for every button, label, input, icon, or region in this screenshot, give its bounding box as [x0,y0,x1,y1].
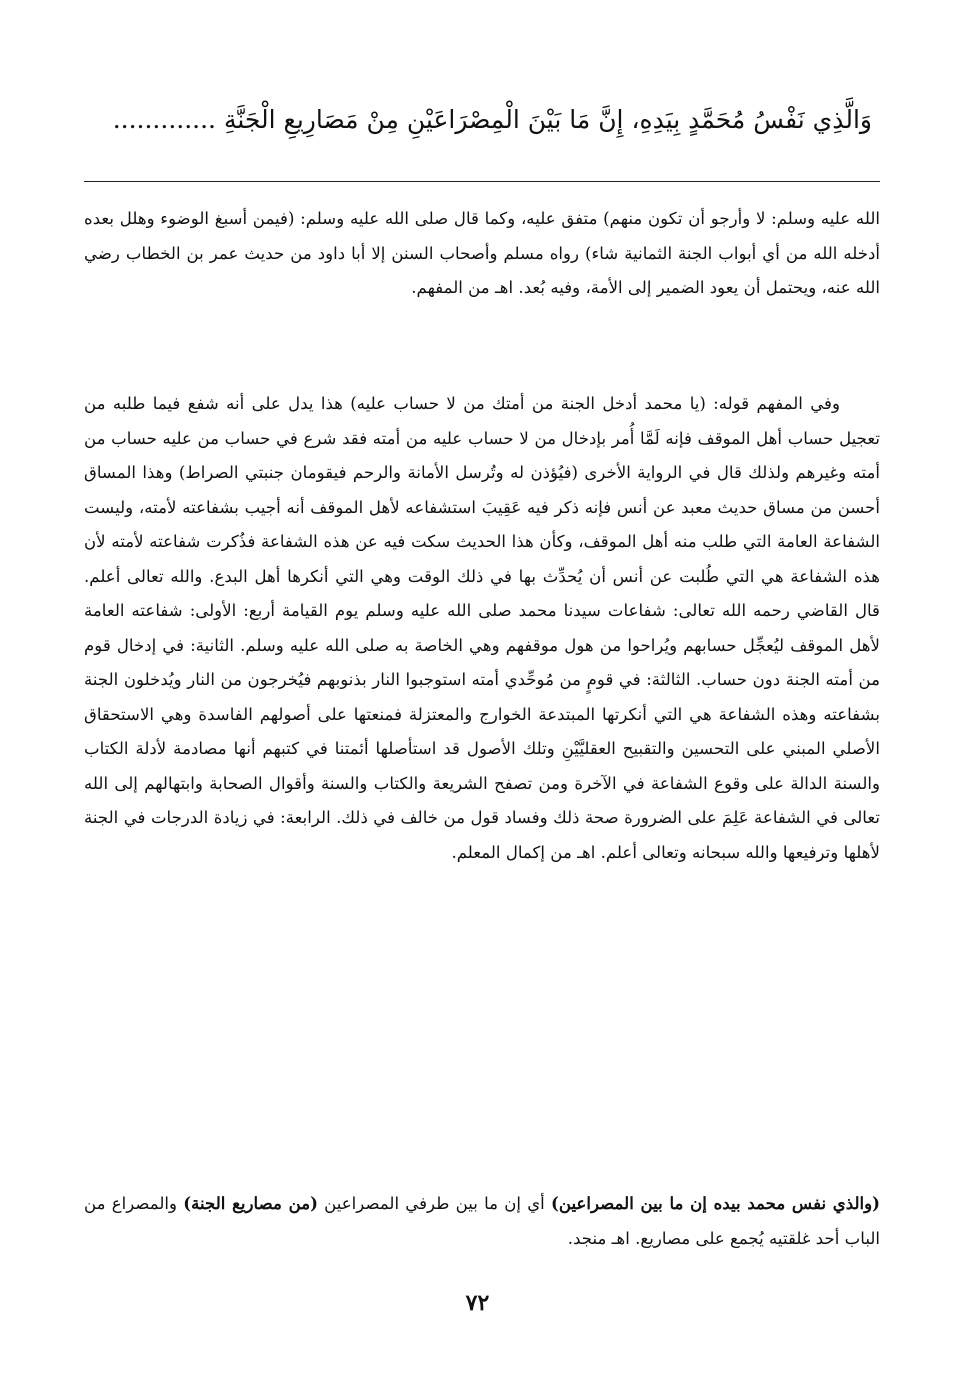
main-text: وَالَّذِي نَفْسُ مُحَمَّدٍ بِيَدِهِ، إِنَّ مَا بَيْنَ الْمِصْرَاعَيْنِ مِنْ مَصَارِيعِ الْجَنَّةِ [223,105,872,134]
separator-rule [84,181,880,182]
quoted-hadith-phrase-1: (والذي نفس محمد بيده إن ما بين المصراعين) [551,1193,881,1213]
commentary-paragraph-1: الله عليه وسلم: لا وأرجو أن تكون منهم) متفق عليه، وكما قال صلى الله عليه وسلم: (فيمن أسبغ الوضوء وهلل بعده أدخله الله من أي أبواب الجنة الثمانية شاء) رواه مسلم وأصحاب السنن إلا أبا داود من حديث عمر بن الخطاب رضي الله عنه، ويحتمل أن يعود الضمير إلى الأمة، وفيه بُعد. اهـ من المفهم. [84,209,880,297]
main-text-dots: ............. [112,105,216,134]
commentary-paragraph-2: وفي المفهم قوله: (يا محمد أدخل الجنة من أمتك من لا حساب عليه) هذا يدل على أنه شفع فيما طلبه من تعجيل حساب أهل الموقف فإنه لَمَّا أُمر بإدخال من لا حساب عليه من أمته فقد شرع في حساب من عليه حساب من أمته وغيرهم ولذلك قال في الرواية الأخرى (فيُؤذن له وتُرسل الأمانة والرحم فيقومان جنبتي الصراط) وهذا المساق أحسن من مساق حديث معبد عن أنس فإنه ذكر فيه عَقِيبَ استشفاعه لأهل الموقف أنه أجيب بشفاعته لأمته، وليست الشفاعة العامة التي طلب منه أهل الموقف، وكأن هذا الحديث سكت فيه عن هذه الشفاعة فذُكرت شفاعته لأمته لأن هذه الشفاعة هي التي طُلبت عن أنس أن يُحدِّث بها في ذلك الوقت وهي التي أنكرها أهل البدع. والله تعالى أعلم. قال القاضي رحمه الله تعالى: شفاعات سيدنا محمد صلى الله عليه وسلم يوم القيامة أربع: الأولى: شفاعته العامة لأهل الموقف ليُعجِّل حسابهم ويُراحوا من هول موقفهم وهي الخاصة به صلى الله عليه وسلم. الثانية: في إدخال قوم من أمته الجنة دون حساب. الثالثة: في قومٍ من مُوحِّدي أمته استوجبوا النار بذنوبهم فيُخرجون من النار ويُدخلون الجنة بشفاعته وهذه الشفاعة هي التي أنكرتها المبتدعة الخوارج والمعتزلة فمنعتها على أصولهم الفاسدة وهي الاستحقاق الأصلي المبني على التحسين والتقبيح العقليَّيْنِ وتلك الأصول قد استأصلها أئمتنا في كتبهم أنها مصادمة لأدلة الكتاب والسنة الدالة على وقوع الشفاعة في الآخرة ومن تصفح الشريعة والكتاب والسنة وأقوال الصحابة وابتهالهم إلى الله تعالى في الشفاعة عَلِمَ على الضرورة صحة ذلك وفساد قول من خالف في ذلك. الرابعة: في زيادة الدرجات في الجنة لأهلها وترفيعها والله سبحانه وتعالى أعلم. اهـ من إكمال المعلم. [84,394,880,862]
quoted-hadith-phrase-2: (من مصاريع الجنة) [183,1193,318,1213]
main-text-line [100,92,872,148]
commentary-paragraph-3 [84,1186,880,1256]
explanation-text-1: أي إن ما بين طرفي المصراعين [317,1194,551,1213]
explanation-text-2: والمصراع من الباب أحد غلقتيه يُجمع على مصاريع. اهـ منجد. [84,1194,880,1248]
page-number: ٧٢ [465,1290,490,1316]
